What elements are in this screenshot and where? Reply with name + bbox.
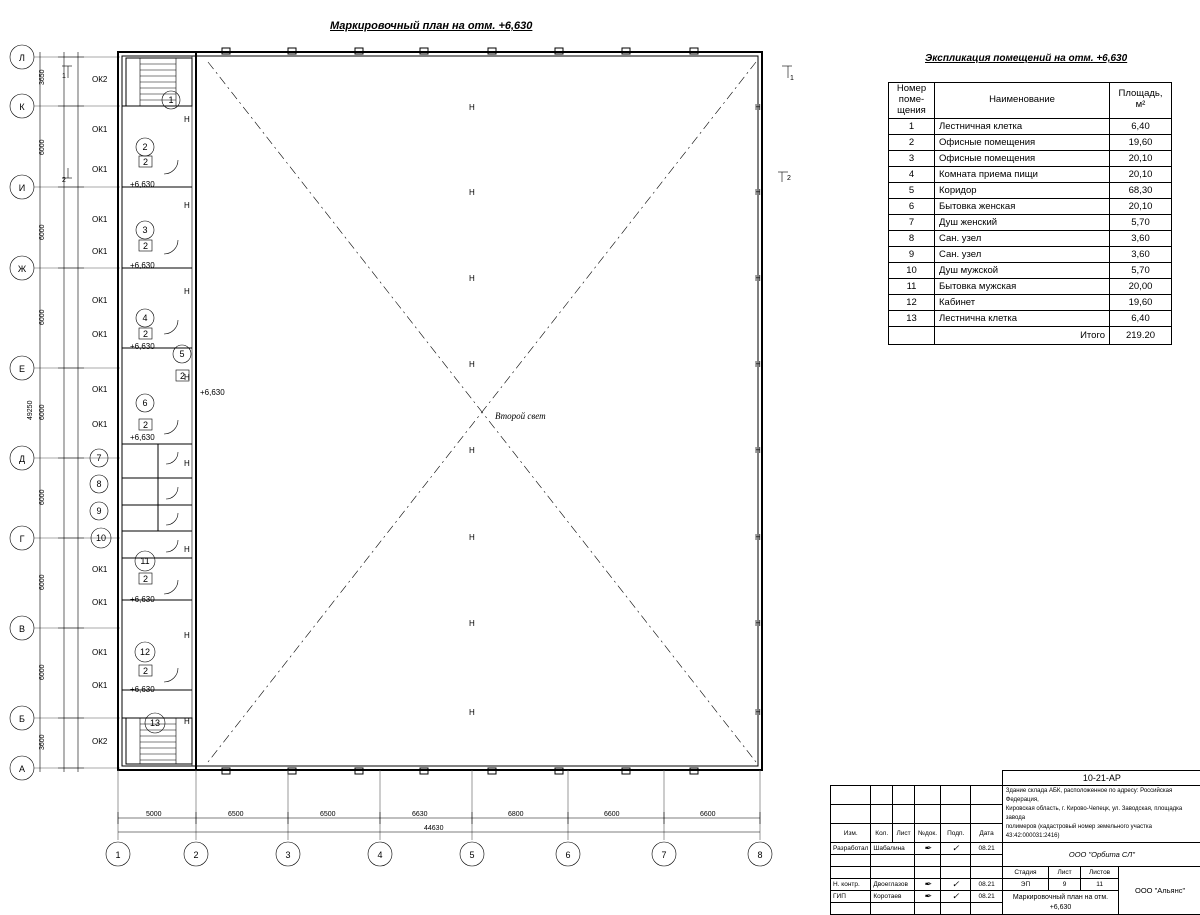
svg-text:Н: Н	[469, 619, 475, 628]
cell-number: 1	[889, 118, 935, 134]
svg-text:+6,630: +6,630	[130, 342, 155, 351]
svg-text:2: 2	[142, 142, 148, 152]
svg-text:Н: Н	[469, 446, 475, 455]
explication-title: Экспликация помещений на отм. +6,630	[925, 53, 1128, 64]
svg-text:2: 2	[142, 241, 149, 251]
second-light-diagonals	[208, 62, 756, 762]
list-value: 9	[1049, 879, 1081, 891]
svg-text:Л: Л	[19, 53, 25, 63]
svg-text:А: А	[18, 764, 26, 774]
svg-text:1: 1	[115, 850, 121, 860]
svg-text:ОК1: ОК1	[92, 565, 108, 574]
svg-text:ОК1: ОК1	[92, 598, 108, 607]
cell-name: Бытовка мужская	[935, 278, 1110, 294]
cell-name: Офисные помещения	[935, 150, 1110, 166]
svg-text:4: 4	[142, 313, 148, 323]
header-name: Наименование	[935, 83, 1110, 119]
svg-text:2: 2	[142, 420, 149, 430]
cell-number: 4	[889, 166, 935, 182]
level-marks	[130, 180, 225, 694]
svg-text:ОК1: ОК1	[92, 125, 108, 134]
cell-number: 10	[889, 262, 935, 278]
svg-text:Н: Н	[755, 708, 761, 717]
cell-number: 2	[889, 134, 935, 150]
svg-text:2: 2	[142, 666, 149, 676]
total-label: Итого	[935, 326, 1110, 344]
svg-text:1: 1	[790, 75, 794, 82]
horizontal-dimension-chain	[118, 770, 760, 840]
cell-area: 5,70	[1110, 214, 1172, 230]
signature-icon: ✒	[915, 843, 941, 855]
date-ncontrol: 08.21	[971, 879, 1002, 891]
cell-area: 6,40	[1110, 310, 1172, 326]
table-row	[889, 134, 1172, 150]
svg-text:Н: Н	[184, 373, 190, 382]
col-ndok: №док.	[915, 824, 941, 843]
col-podp: Подп.	[940, 824, 970, 843]
svg-text:3600: 3600	[39, 734, 46, 750]
stage-label: Стадия	[1002, 867, 1048, 879]
svg-text:Н: Н	[755, 446, 761, 455]
signature-icon: ✒	[915, 879, 941, 891]
role-gip: ГИП	[831, 891, 871, 903]
total-value: 219.20	[1110, 326, 1172, 344]
svg-text:6000: 6000	[39, 574, 46, 590]
svg-text:6600: 6600	[700, 811, 716, 818]
stair-top	[126, 58, 192, 106]
table-row	[889, 198, 1172, 214]
svg-text:Н: Н	[469, 274, 475, 283]
explication-table	[888, 82, 1172, 345]
cell-area: 5,70	[1110, 262, 1172, 278]
client-company: ООО "Альянс"	[1119, 867, 1200, 915]
header-number: Номер поме- щения	[889, 83, 935, 119]
cell-area: 20,10	[1110, 166, 1172, 182]
svg-text:6000: 6000	[39, 489, 46, 505]
cell-area: 19,60	[1110, 134, 1172, 150]
svg-text:ОК1: ОК1	[92, 296, 108, 305]
cell-area: 20,10	[1110, 198, 1172, 214]
svg-text:Д: Д	[18, 454, 26, 464]
door-swings	[164, 160, 178, 682]
object-description: Здание склада АБК, расположенное по адресу: Российская Федерация, Кировская область, г. Кирово-Чепецк, ул. Заводская, площадка завода полимеров (кадастровый номер земельного участка 43:42:000031:2416)	[1002, 786, 1200, 843]
svg-text:Н: Н	[469, 708, 475, 717]
svg-text:ОК1: ОК1	[92, 681, 108, 690]
name-gip: Коротаев	[871, 891, 915, 903]
cell-area: 19,60	[1110, 294, 1172, 310]
document-code: 10-21-АР	[1002, 771, 1200, 786]
svg-text:6000: 6000	[39, 224, 46, 240]
axis-lines-horizontal	[34, 57, 120, 768]
svg-text:6000: 6000	[39, 664, 46, 680]
svg-text:Н: Н	[755, 619, 761, 628]
cell-number: 3	[889, 150, 935, 166]
svg-text:9: 9	[96, 506, 102, 516]
svg-text:3650: 3650	[39, 69, 46, 85]
second-light-label: Второй свет	[495, 411, 546, 421]
lists-value: 11	[1080, 879, 1118, 891]
svg-text:Н: Н	[184, 545, 190, 554]
svg-text:5: 5	[469, 850, 475, 860]
svg-text:1: 1	[168, 95, 174, 105]
lists-label: Листов	[1080, 867, 1118, 879]
table-row	[889, 182, 1172, 198]
svg-text:Ж: Ж	[17, 264, 27, 274]
svg-text:7: 7	[96, 453, 102, 463]
cell-number: 11	[889, 278, 935, 294]
svg-text:Н: Н	[755, 103, 761, 112]
svg-text:+6,630: +6,630	[130, 261, 155, 270]
svg-text:Н: Н	[469, 188, 475, 197]
svg-text:Н: Н	[184, 459, 190, 468]
date-gip: 08.21	[971, 891, 1002, 903]
svg-text:6500: 6500	[320, 811, 336, 818]
svg-text:Н: Н	[184, 201, 190, 210]
svg-text:5000: 5000	[146, 811, 162, 818]
svg-text:4: 4	[377, 850, 383, 860]
svg-text:Б: Б	[19, 714, 25, 724]
role-developer: Разработал	[831, 843, 871, 855]
svg-text:3: 3	[142, 225, 148, 235]
cell-area: 3,60	[1110, 230, 1172, 246]
table-row	[889, 150, 1172, 166]
svg-text:2: 2	[142, 329, 149, 339]
cell-number: 13	[889, 310, 935, 326]
cell-name: Комната приема пищи	[935, 166, 1110, 182]
cell-name: Сан. узел	[935, 246, 1110, 262]
cell-name: Сан. узел	[935, 230, 1110, 246]
table-row	[889, 214, 1172, 230]
name-developer: Шабалина	[871, 843, 915, 855]
axis-number-bubbles	[106, 842, 772, 866]
col-izm: Изм.	[831, 824, 871, 843]
svg-text:11: 11	[140, 556, 150, 566]
svg-text:В: В	[18, 624, 26, 634]
cell-name: Бытовка женская	[935, 198, 1110, 214]
svg-text:ОК1: ОК1	[92, 330, 108, 339]
svg-text:ОК2: ОК2	[92, 75, 108, 84]
svg-text:Г: Г	[19, 534, 25, 544]
svg-text:2: 2	[787, 175, 791, 182]
name-ncontrol: Двоеглазов	[871, 879, 915, 891]
svg-text:6: 6	[142, 398, 148, 408]
header-area: Площадь, м²	[1110, 83, 1172, 119]
table-row	[889, 118, 1172, 134]
svg-text:ОК1: ОК1	[92, 648, 108, 657]
svg-text:49250: 49250	[27, 400, 34, 420]
svg-text:Н: Н	[184, 631, 190, 640]
designer-company: ООО "Орбита СЛ"	[1002, 843, 1200, 867]
svg-text:+6,630: +6,630	[200, 388, 225, 397]
col-kol: Кол.	[871, 824, 893, 843]
svg-text:Н: Н	[755, 274, 761, 283]
svg-text:6000: 6000	[39, 139, 46, 155]
svg-text:6630: 6630	[412, 811, 428, 818]
cell-area: 68,30	[1110, 182, 1172, 198]
title-block	[830, 770, 1200, 911]
svg-text:+6,630: +6,630	[130, 685, 155, 694]
cell-name: Лестнична клетка	[935, 310, 1110, 326]
svg-text:ОК1: ОК1	[92, 247, 108, 256]
col-data: Дата	[971, 824, 1002, 843]
table-row	[889, 230, 1172, 246]
svg-text:6000: 6000	[39, 404, 46, 420]
svg-text:8: 8	[757, 850, 763, 860]
table-row	[889, 278, 1172, 294]
svg-text:Н: Н	[469, 360, 475, 369]
svg-text:ОК1: ОК1	[92, 420, 108, 429]
cell-number: 12	[889, 294, 935, 310]
svg-text:Н: Н	[184, 115, 190, 124]
svg-text:3: 3	[285, 850, 291, 860]
table-row	[889, 262, 1172, 278]
signature-icon: ✓	[940, 843, 970, 855]
plan-title: Маркировочный план на отм. +6,630	[330, 20, 533, 32]
cell-number: 8	[889, 230, 935, 246]
cell-name: Коридор	[935, 182, 1110, 198]
list-label: Лист	[1049, 867, 1081, 879]
building-outline	[118, 52, 762, 770]
cell-number: 9	[889, 246, 935, 262]
svg-text:И: И	[18, 183, 26, 193]
role-ncontrol: Н. контр.	[831, 879, 871, 891]
svg-text:10: 10	[95, 533, 107, 543]
cell-number: 7	[889, 214, 935, 230]
cell-name: Душ женский	[935, 214, 1110, 230]
svg-text:5: 5	[179, 349, 185, 359]
signature-icon: ✒	[915, 891, 941, 903]
svg-text:8: 8	[96, 479, 102, 489]
date-developer: 08.21	[971, 843, 1002, 855]
cell-name: Кабинет	[935, 294, 1110, 310]
table-row	[889, 310, 1172, 326]
svg-text:6000: 6000	[39, 309, 46, 325]
svg-text:2: 2	[193, 850, 199, 860]
svg-text:2: 2	[179, 371, 186, 381]
svg-text:7: 7	[661, 850, 667, 860]
cell-area: 6,40	[1110, 118, 1172, 134]
table-total-row	[889, 326, 1172, 344]
sheet-name: Маркировочный план на отм. +6,630	[1002, 891, 1118, 915]
window-tags	[92, 75, 108, 746]
cell-number: 6	[889, 198, 935, 214]
node-markers	[184, 103, 761, 726]
cell-number: 5	[889, 182, 935, 198]
svg-text:К: К	[19, 102, 25, 112]
svg-text:ОК1: ОК1	[92, 165, 108, 174]
cell-area: 20,10	[1110, 150, 1172, 166]
svg-text:Н: Н	[469, 533, 475, 542]
cell-blank	[889, 326, 935, 344]
svg-text:6500: 6500	[228, 811, 244, 818]
svg-text:6: 6	[565, 850, 571, 860]
svg-text:1: 1	[62, 73, 66, 80]
svg-text:Н: Н	[755, 360, 761, 369]
svg-text:ОК1: ОК1	[92, 385, 108, 394]
svg-text:2: 2	[142, 157, 149, 167]
svg-text:Н: Н	[755, 533, 761, 542]
svg-text:Н: Н	[469, 103, 475, 112]
cell-name: Душ мужской	[935, 262, 1110, 278]
svg-text:Е: Е	[18, 364, 26, 374]
svg-text:Н: Н	[755, 188, 761, 197]
svg-text:Н: Н	[184, 287, 190, 296]
cell-name: Лестничная клетка	[935, 118, 1110, 134]
svg-text:2: 2	[62, 177, 66, 184]
signature-icon: ✓	[940, 891, 970, 903]
svg-text:Н: Н	[184, 717, 190, 726]
cell-area: 20,00	[1110, 278, 1172, 294]
svg-text:44630: 44630	[424, 825, 444, 832]
room-partitions	[122, 106, 192, 718]
svg-text:ОК1: ОК1	[92, 215, 108, 224]
table-row	[889, 246, 1172, 262]
cell-name: Офисные помещения	[935, 134, 1110, 150]
svg-text:+6,630: +6,630	[130, 180, 155, 189]
svg-text:6600: 6600	[604, 811, 620, 818]
vertical-dimension-chain	[27, 52, 84, 772]
section-marks	[62, 66, 794, 184]
svg-text:12: 12	[139, 647, 151, 657]
table-row	[889, 294, 1172, 310]
svg-text:+6,630: +6,630	[130, 595, 155, 604]
stage-value: ЭП	[1002, 879, 1048, 891]
svg-text:ОК2: ОК2	[92, 737, 108, 746]
cell-area: 3,60	[1110, 246, 1172, 262]
svg-text:+6,630: +6,630	[130, 433, 155, 442]
col-list: Лист	[893, 824, 915, 843]
svg-text:2: 2	[142, 574, 149, 584]
svg-text:6800: 6800	[508, 811, 524, 818]
svg-text:13: 13	[149, 718, 161, 728]
table-row	[889, 166, 1172, 182]
wall-piers	[222, 48, 698, 774]
signature-icon: ✓	[940, 879, 970, 891]
table-header-row	[889, 83, 1172, 119]
